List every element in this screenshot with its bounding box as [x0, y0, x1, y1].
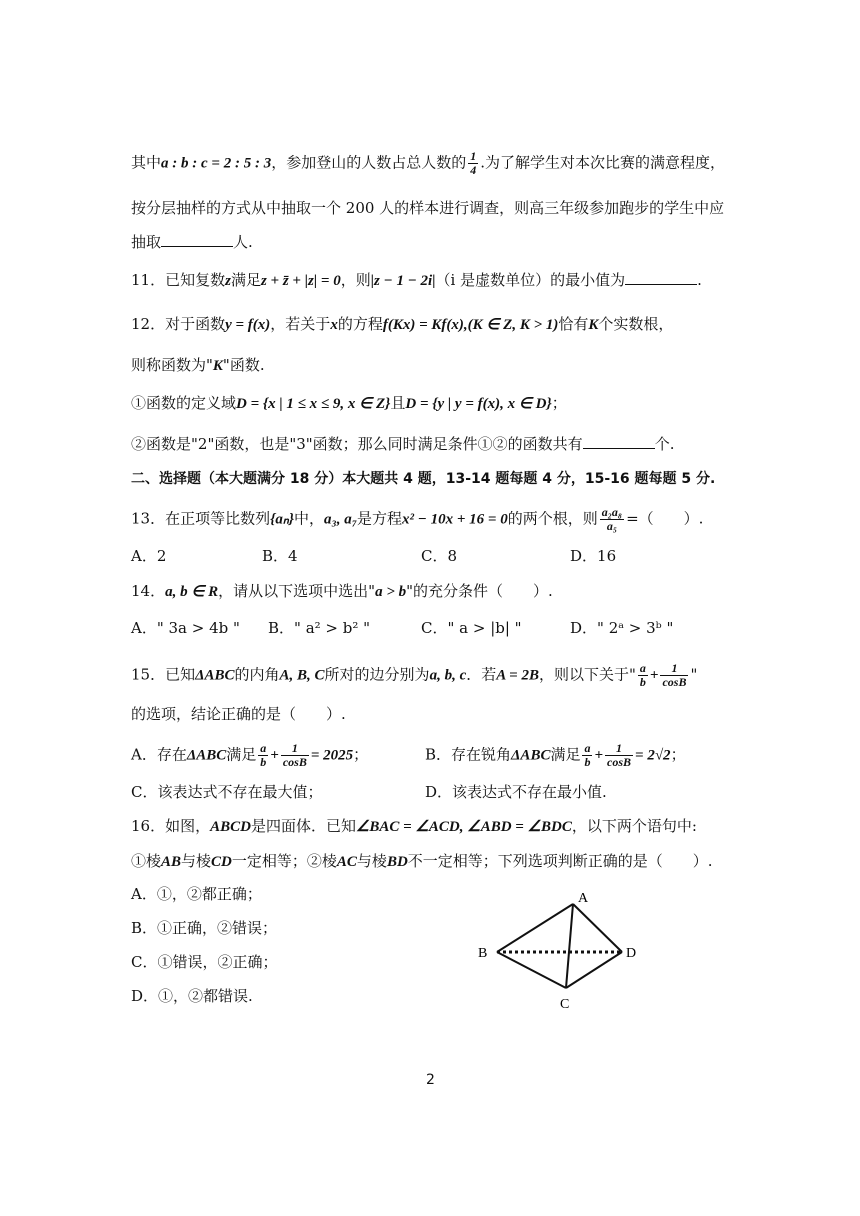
- edge-cd-line: [566, 952, 622, 988]
- q15-line2: 的选项，结论正确的是（ ）.: [131, 705, 346, 723]
- set-membership: a, b ∈ R: [165, 584, 219, 600]
- answer-blank[interactable]: [161, 232, 233, 247]
- q14-option-b[interactable]: B．" a² > b² ": [268, 619, 371, 637]
- q13-option-b[interactable]: B．4: [262, 547, 298, 565]
- text: A．存在: [131, 745, 187, 764]
- angle-equalities: ∠BAC = ∠ACD, ∠ABD = ∠BDC: [355, 819, 572, 835]
- range-set: D = {y | y = f(x), x ∈ D}: [405, 396, 552, 412]
- numerator: 1: [281, 742, 309, 756]
- denominator: b: [584, 755, 591, 769]
- equation: f(Kx) = Kf(x),(K ∈ Z, K > 1): [382, 317, 559, 333]
- text: ，若关于: [270, 315, 331, 333]
- plus: +: [270, 747, 279, 764]
- plus: +: [649, 667, 659, 684]
- var-x: x: [330, 317, 338, 333]
- var-k: K: [212, 358, 223, 374]
- numerator: a: [260, 741, 267, 755]
- vertex-d-label: D: [626, 946, 637, 961]
- text: 11．已知复数: [131, 271, 226, 289]
- q16-line2: [131, 851, 713, 872]
- text: （i 是虚数单位）的最小值为: [435, 271, 626, 289]
- fraction-a2a8-over-a5: [600, 506, 624, 533]
- equation: x² − 10x + 16 = 0: [402, 511, 508, 528]
- var-z: z: [225, 273, 231, 289]
- question-16: [131, 816, 697, 837]
- text: 人.: [233, 233, 253, 251]
- edge-ac: AC: [336, 854, 357, 870]
- triangle: ΔABC: [186, 747, 227, 764]
- text: ；: [353, 745, 369, 764]
- answer-blank[interactable]: [583, 434, 655, 449]
- text: 是四面体．已知: [250, 817, 356, 835]
- terms: a₃, a₇: [324, 511, 357, 528]
- question-14: [131, 581, 553, 602]
- text: 是方程: [357, 509, 403, 528]
- fraction-a-over-b: [258, 742, 268, 769]
- text: 且: [390, 394, 406, 412]
- modulus-expression: |z − 1 − 2i|: [370, 273, 436, 289]
- text: 中，: [294, 509, 325, 528]
- answer-blank[interactable]: [625, 270, 697, 285]
- angles: A, B, C: [279, 667, 325, 684]
- q15-option-d[interactable]: D．该表达式不存在最小值.: [425, 783, 607, 801]
- q10-line3: [131, 232, 253, 252]
- value: = 2025: [310, 747, 354, 764]
- tetrahedron-figure: [470, 888, 650, 1018]
- q15-option-a[interactable]: [131, 742, 368, 769]
- text: ；: [670, 745, 686, 764]
- fraction-a-over-b: [638, 662, 648, 689]
- q12-line2: [131, 355, 265, 376]
- text: ，以下两个语句中:: [571, 817, 697, 835]
- edge-ab-line: [497, 904, 573, 952]
- text: ②函数是"2"函数，也是"3"函数；那么同时满足条件①②的函数共有: [131, 435, 583, 453]
- denominator: cosB: [607, 755, 632, 769]
- edge-cd: CD: [211, 854, 232, 870]
- question-15: [131, 662, 697, 689]
- text: .为了解学生对本次比赛的满意程度，: [480, 153, 725, 172]
- text: 13．在正项等比数列: [131, 509, 271, 528]
- var-k: K: [588, 317, 599, 333]
- numerator: 1: [605, 742, 633, 756]
- text: 所对的边分别为: [324, 665, 430, 684]
- numerator: 1: [660, 662, 688, 676]
- q13-option-c[interactable]: C．8: [421, 547, 458, 565]
- text: ．若: [466, 665, 497, 684]
- function: y = f(x): [225, 317, 271, 333]
- domain-set: D = {x | 1 ≤ x ≤ 9, x ∈ Z}: [236, 396, 391, 412]
- text: ，请从以下选项中选出": [218, 582, 376, 600]
- q16-option-a[interactable]: A．①，②都正确；: [131, 885, 262, 903]
- numerator: 1: [470, 149, 477, 163]
- text: =（ ）.: [626, 509, 704, 528]
- equation: z + z̄ + |z| = 0: [260, 273, 341, 289]
- edge-ad-line: [573, 904, 622, 952]
- q12-condition-1: [131, 393, 567, 414]
- text: 14．: [131, 582, 166, 600]
- q16-option-c[interactable]: C．①错误，②正确；: [131, 953, 278, 971]
- relation: A = 2B: [496, 667, 539, 684]
- text: 抽取: [131, 233, 162, 251]
- numerator: a: [639, 661, 646, 675]
- text: 个.: [654, 435, 675, 453]
- condition: a > b: [375, 584, 407, 600]
- q14-option-d[interactable]: D．" 2ᵃ > 3ᵇ ": [570, 619, 674, 637]
- edge-bc-line: [497, 952, 566, 988]
- text: 12．对于函数: [131, 315, 226, 333]
- fraction-one-quarter: [468, 150, 478, 177]
- q16-option-b[interactable]: B．①正确，②错误；: [131, 919, 278, 937]
- denominator: 4: [470, 163, 477, 177]
- text: 满足: [226, 745, 257, 764]
- denominator: cosB: [662, 675, 687, 689]
- fraction-1-over-cosb: [660, 662, 688, 689]
- text: .: [697, 271, 702, 289]
- text: ，则: [340, 271, 371, 289]
- denominator: b: [639, 675, 646, 689]
- text: "的充分条件（ ）.: [406, 582, 553, 600]
- text: 满足: [230, 271, 261, 289]
- edge-ab: AB: [161, 854, 182, 870]
- section-2-heading: 二、选择题（本大题满分 18 分）本大题共 4 题，13-14 题每题 4 分，15-16 题每题 5 分.: [131, 471, 716, 487]
- text: 则称函数为": [131, 356, 213, 374]
- text: 的内角: [234, 665, 280, 684]
- tetrahedron: ABCD: [210, 819, 251, 835]
- plus: +: [594, 747, 604, 764]
- q12-condition-2: [131, 434, 674, 454]
- q15-option-c[interactable]: C．该表达式不存在最大值；: [131, 783, 323, 801]
- page-number: 2: [426, 1072, 435, 1088]
- text: 的两个根，则: [507, 509, 598, 528]
- vertex-c-label: C: [560, 997, 570, 1012]
- text: ①函数的定义域: [131, 394, 237, 412]
- denominator: b: [260, 755, 267, 769]
- q10-line1: [131, 150, 725, 177]
- q14-option-c[interactable]: C．" a > |b| ": [421, 619, 522, 637]
- text: 其中: [131, 153, 162, 172]
- edge-bd: BD: [386, 854, 408, 870]
- question-13: [131, 506, 703, 533]
- numerator: a: [584, 741, 591, 755]
- edge-ac-line: [566, 904, 573, 988]
- fraction-1-over-cosb: [281, 742, 309, 769]
- q13-option-a[interactable]: A．2: [131, 547, 167, 565]
- text: ，参加登山的人数占总人数的: [271, 153, 467, 172]
- fraction-1-over-cosb: [605, 742, 633, 769]
- denominator: cosB: [282, 755, 307, 769]
- q14-option-a[interactable]: A．" 3a > 4b ": [131, 619, 240, 637]
- text: 15．已知: [131, 665, 196, 684]
- triangle: ΔABC: [195, 667, 235, 684]
- text: ，则以下关于": [538, 665, 636, 684]
- text: 满足: [550, 745, 581, 764]
- value: = 2√2: [635, 747, 671, 764]
- q15-option-b[interactable]: [425, 742, 686, 769]
- text: 与棱: [356, 852, 387, 870]
- sides: a, b, c: [429, 667, 467, 684]
- sequence: {aₙ}: [270, 511, 295, 528]
- ratio-expression: a : b : c = 2 : 5 : 3: [161, 155, 272, 172]
- vertex-b-label: B: [478, 946, 488, 961]
- text: 不一定相等；下列选项判断正确的是（ ）.: [407, 852, 713, 870]
- text: "函数.: [222, 356, 265, 374]
- text: 一定相等；②棱: [231, 852, 337, 870]
- text: ；: [551, 394, 567, 412]
- text: ①棱: [131, 852, 162, 870]
- fraction-a-over-b: [582, 742, 592, 769]
- text: ": [690, 665, 698, 684]
- question-12: [131, 314, 673, 335]
- text: 的方程: [337, 315, 383, 333]
- question-11: [131, 270, 702, 291]
- numerator: a₂a₈: [601, 505, 623, 519]
- text: 16．如图，: [131, 817, 211, 835]
- vertex-a-label: A: [578, 891, 589, 906]
- q10-line2: 按分层抽样的方式从中抽取一个 200 人的样本进行调查，则高三年级参加跑步的学生中应: [131, 199, 725, 217]
- q13-option-d[interactable]: D．16: [570, 547, 617, 565]
- text: 与棱: [181, 852, 212, 870]
- denominator: a₅: [606, 519, 617, 533]
- text: 恰有: [558, 315, 589, 333]
- text: 个实数根，: [598, 315, 674, 333]
- text: B．存在锐角: [425, 745, 512, 764]
- triangle: ΔABC: [511, 747, 551, 764]
- q16-option-d[interactable]: D．①，②都错误.: [131, 987, 253, 1005]
